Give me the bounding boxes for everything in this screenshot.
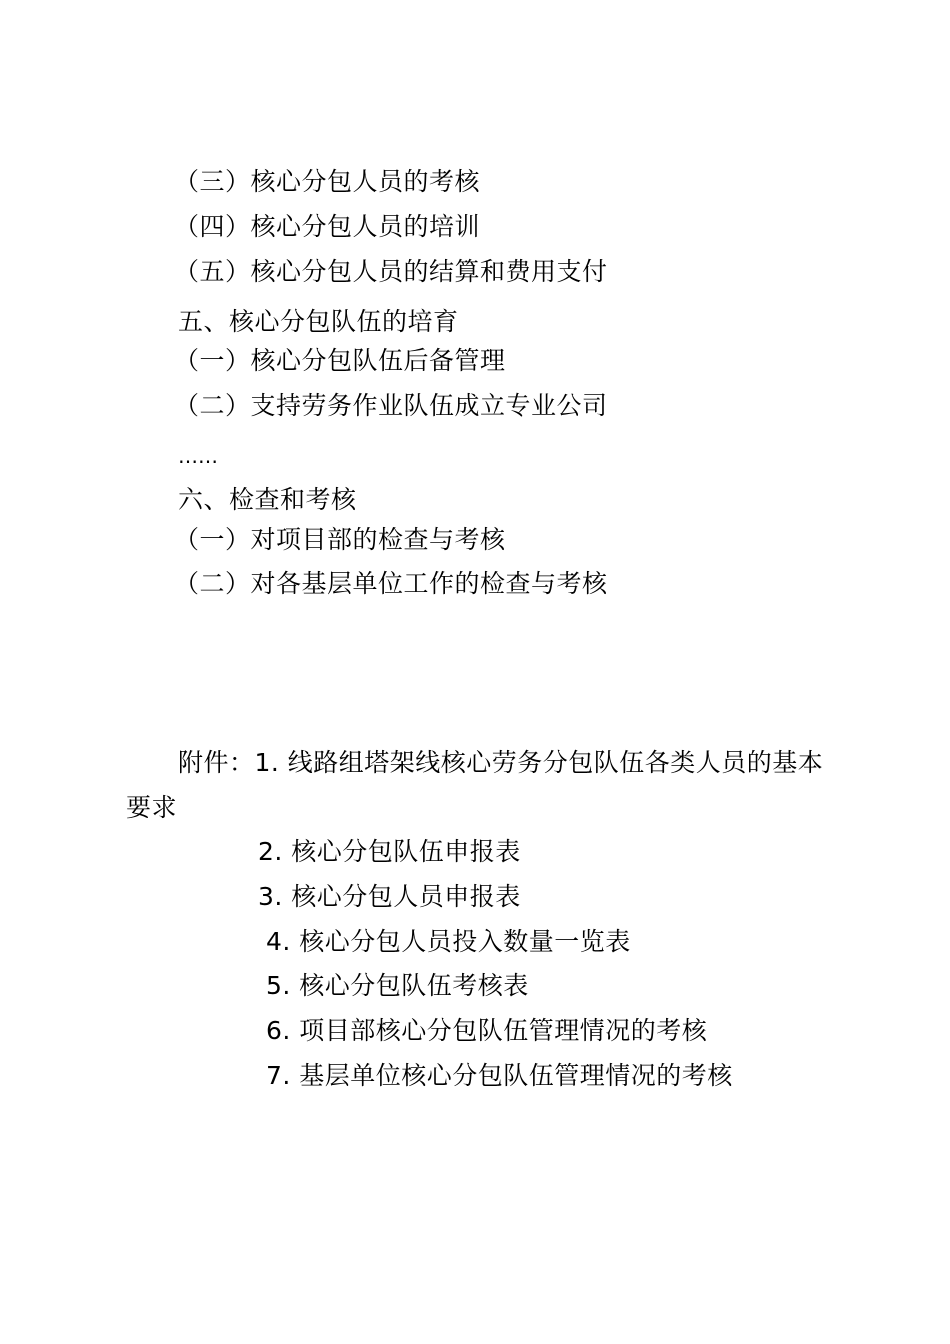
attachment-item-4: 4. 核心分包人员投入数量一览表 [266, 927, 631, 956]
section-heading-5: 五、核心分包队伍的培育 [178, 307, 459, 336]
attachment-item-6: 6. 项目部核心分包队伍管理情况的考核 [266, 1016, 708, 1045]
outline-item-4-3: （三）核心分包人员的考核 [174, 167, 481, 196]
outline-item-6-2: （二）对各基层单位工作的检查与考核 [174, 569, 608, 598]
section-heading-6: 六、检查和考核 [178, 485, 357, 514]
outline-item-5-2: （二）支持劳务作业队伍成立专业公司 [174, 391, 608, 420]
attachment-item-1: 附件：1. 线路组塔架线核心劳务分包队伍各类人员的基本 [178, 748, 824, 777]
outline-item-5-1: （一）核心分包队伍后备管理 [174, 346, 506, 375]
attachment-item-2: 2. 核心分包队伍申报表 [258, 837, 521, 866]
outline-item-6-1: （一）对项目部的检查与考核 [174, 525, 506, 554]
outline-item-4-4: （四）核心分包人员的培训 [174, 212, 481, 241]
ellipsis-text: …… [178, 444, 218, 468]
attachment-item-3: 3. 核心分包人员申报表 [258, 882, 521, 911]
attachment-item-7: 7. 基层单位核心分包队伍管理情况的考核 [266, 1061, 733, 1090]
attachment-item-1-continued: 要求 [126, 793, 178, 822]
attachment-item-5: 5. 核心分包队伍考核表 [266, 971, 529, 1000]
outline-item-4-5: （五）核心分包人员的结算和费用支付 [174, 257, 608, 286]
